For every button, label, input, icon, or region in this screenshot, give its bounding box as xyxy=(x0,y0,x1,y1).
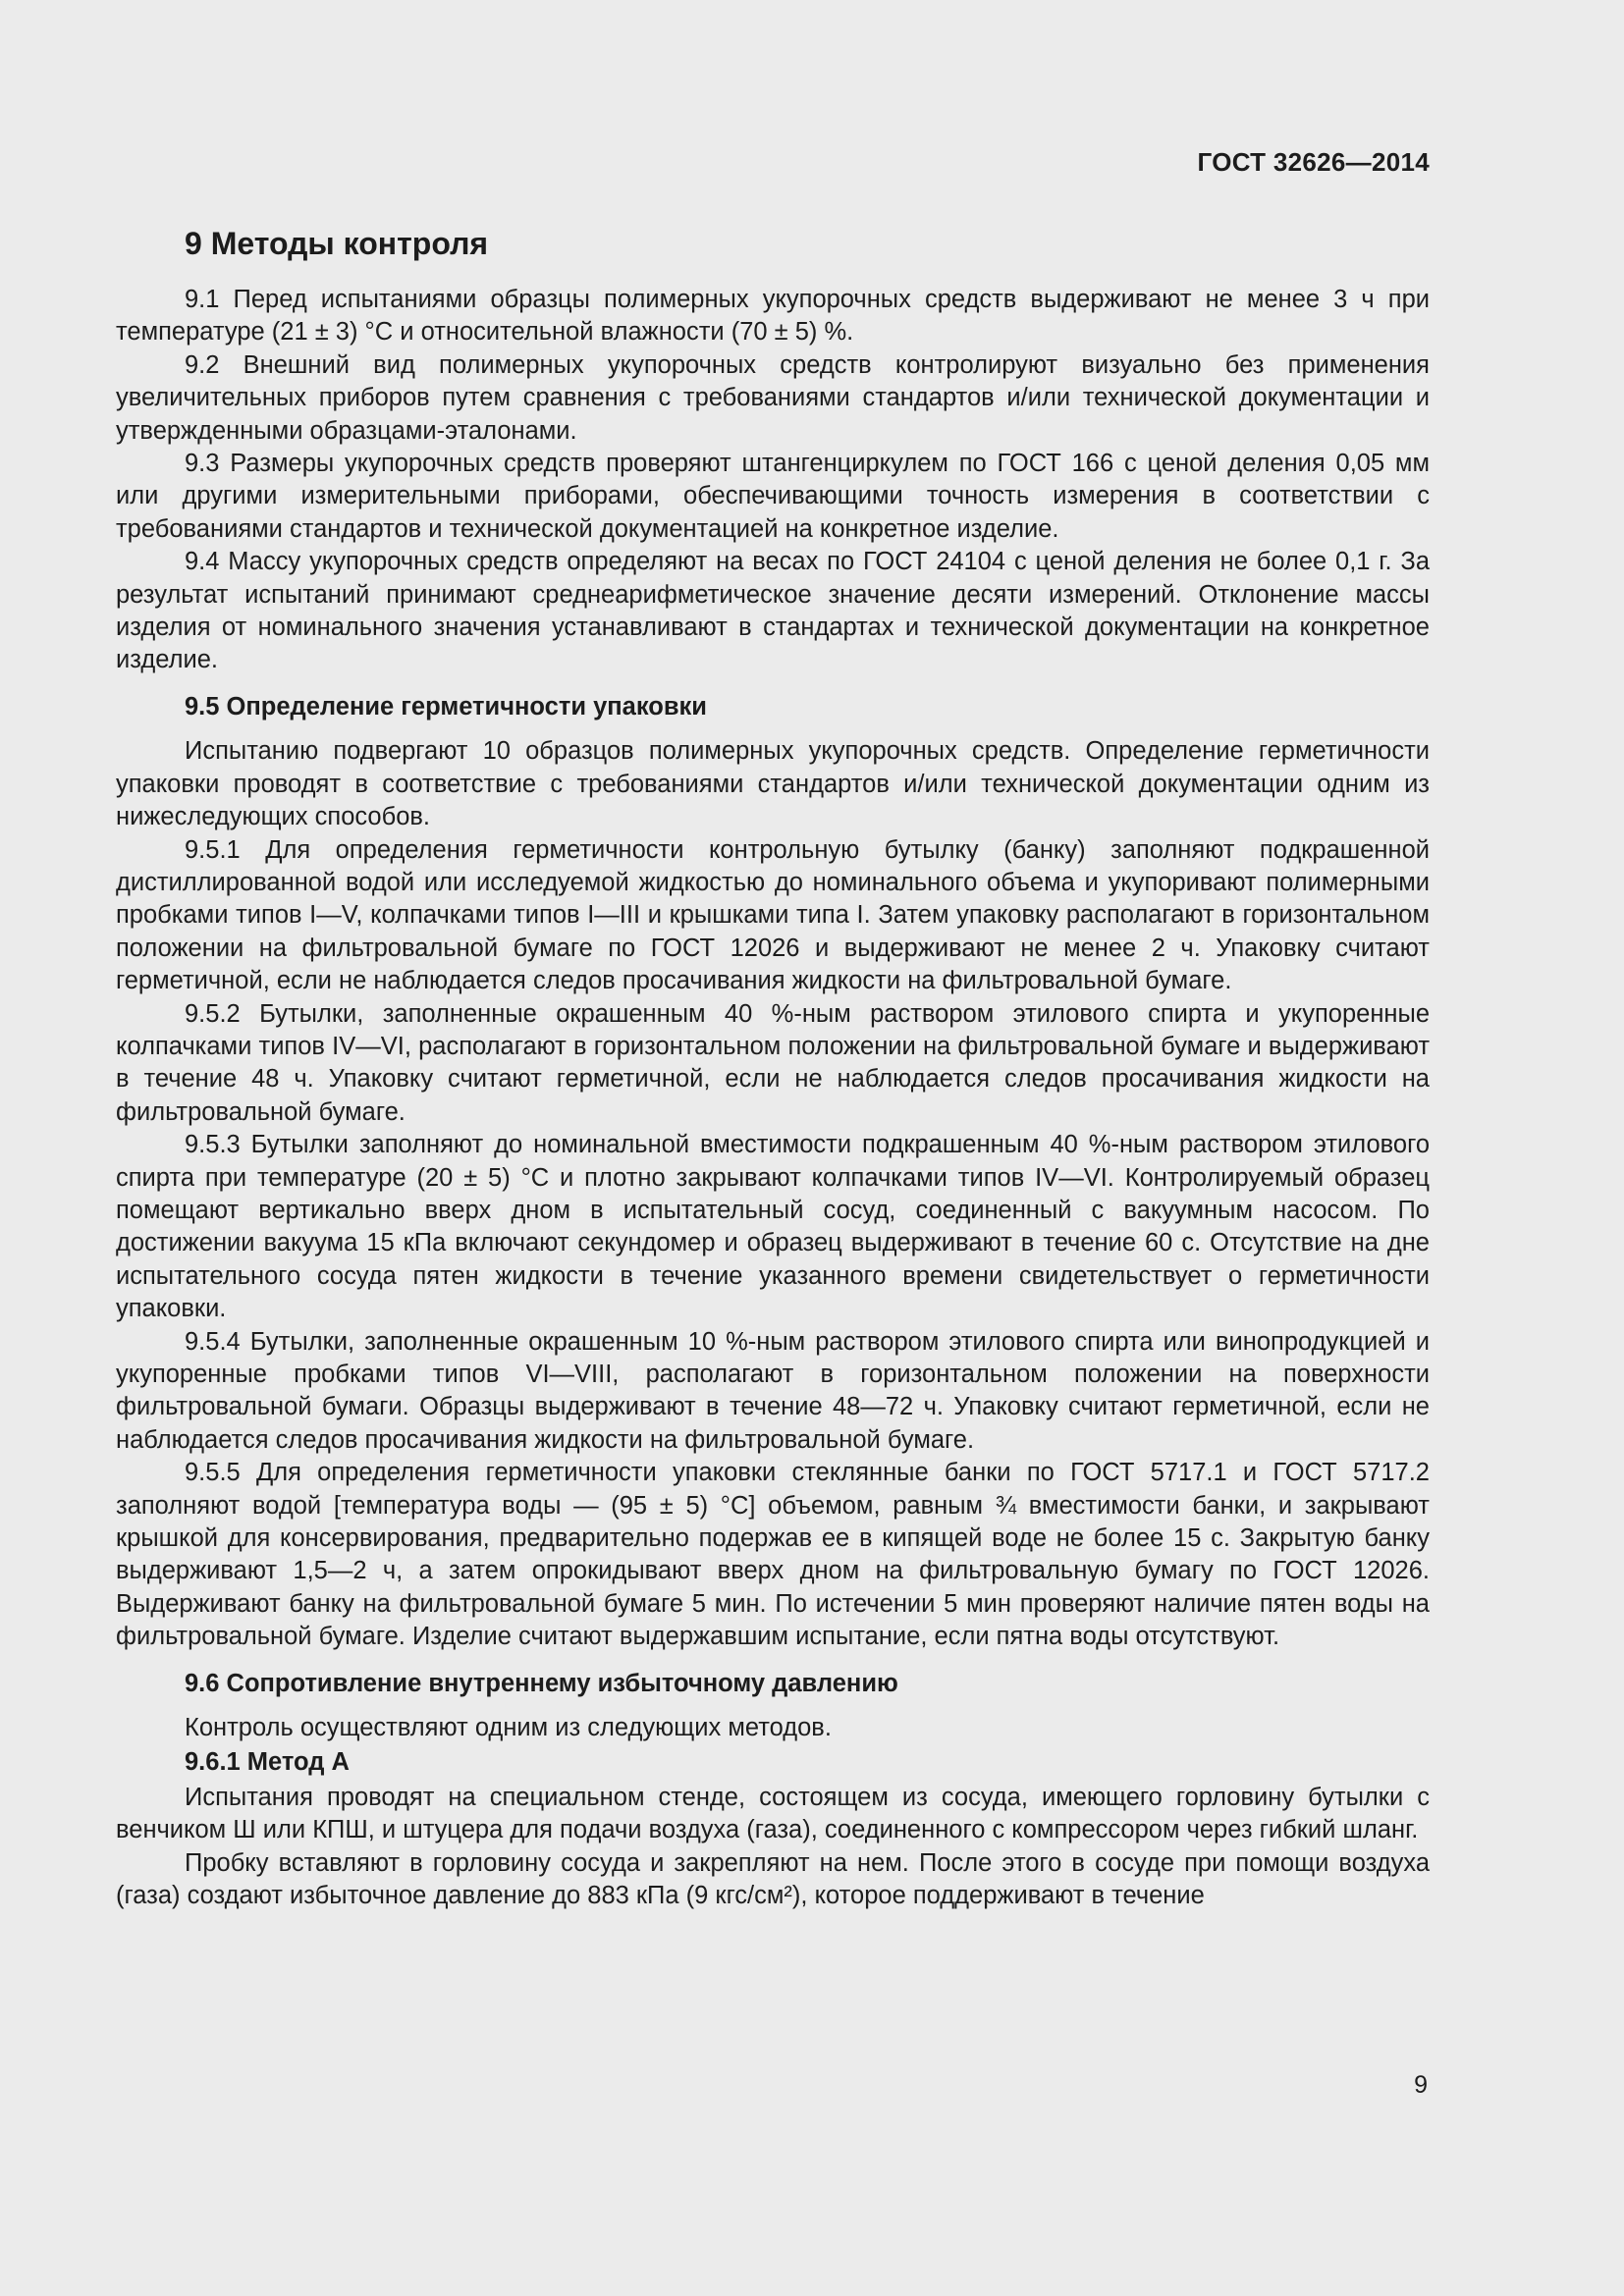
paragraph-9-6-1-a: Испытания проводят на специальном стенде, состоящем из сосуда, имеющего горловину бутылки с венчиком Ш или КПШ, и штуцера для подачи воздуха (газа), соединенного с компрессором через гибкий шланг. xyxy=(116,1783,1430,1844)
standard-designation: ГОСТ 32626—2014 xyxy=(1197,147,1430,177)
paragraph-9-5-4: 9.5.4 Бутылки, заполненные окрашенным 10 %-ным раствором этилового спирта или винопродукцией и укупоренные пробками типов VI—VIII, располагают в горизонтальном положении на поверхности фильтровальной бумаги. Образцы выдерживают в течение 48—72 ч. Упаковку считают герметичной, если не наблюдается следов просачивания жидкости на фильтровальной бумаге. xyxy=(116,1327,1430,1454)
paragraph-9-1: 9.1 Перед испытаниями образцы полимерных укупорочных средств выдерживают не менее 3 ч при температуре (21 ± 3) °С и относительной влажности (70 ± 5) %. xyxy=(116,286,1430,347)
page-content xyxy=(116,221,1430,1913)
subsection-title-9-5: 9.5 Определение герметичности упаковки xyxy=(185,692,707,721)
paragraph-9-6-1-b: Пробку вставляют в горловину сосуда и закрепляют на нем. После этого в сосуде при помощи воздуха (газа) создают избыточное давление до 883 кПа (9 кгс/см²), которое поддерживают в течение xyxy=(116,1848,1430,1910)
paragraph-9-5-1: 9.5.1 Для определения герметичности контрольную бутылку (банку) заполняют подкрашенной дистиллированной водой или исследуемой жидкостью до номинального объема и укупоривают полимерными пробками типов I—V, колпачками типов I—III и крышками типа I. Затем упаковку располагают в горизонтальном положении на фильтровальной бумаге по ГОСТ 12026 и выдерживают не менее 2 ч. Упаковку считают герметичной, если не наблюдается следов просачивания жидкости на фильтровальной бумаге. xyxy=(116,835,1430,995)
paragraph-9-5-2: 9.5.2 Бутылки, заполненные окрашенным 40 %-ным раствором этилового спирта и укупоренные колпачками типов IV—VI, располагают в горизонтальном положении на фильтровальной бумаге и выдерживают в течение 48 ч. Упаковку считают герметичной, если не наблюдается следов просачивания жидкости на фильтровальной бумаге. xyxy=(116,999,1430,1126)
subsection-title-9-6: 9.6 Сопротивление внутреннему избыточному давлению xyxy=(185,1669,898,1697)
paragraph-9-6-intro: Контроль осуществляют одним из следующих методов. xyxy=(185,1714,832,1742)
paragraph-9-3: 9.3 Размеры укупорочных средств проверяют штангенциркулем по ГОСТ 166 с ценой деления 0,05 мм или другими измерительными приборами, обеспечивающими точность измерения в соответствии с требованиями стандартов и технической документацией на конкретное изделие. xyxy=(116,450,1430,543)
paragraph-9-5-intro: Испытанию подвергают 10 образцов полимерных укупорочных средств. Определение герметичности упаковки проводят в соответствие с требованиями стандартов и/или технической документации одним из нижеследующих способов. xyxy=(116,737,1430,831)
paragraph-9-2: 9.2 Внешний вид полимерных укупорочных средств контролируют визуально без применения увеличительных приборов путем сравнения с требованиями стандартов и/или технической документации и утвержденными образцами-эталонами. xyxy=(116,350,1430,445)
paragraph-9-5-3: 9.5.3 Бутылки заполняют до номинальной вместимости подкрашенным 40 %-ным раствором этилового спирта при температуре (20 ± 5) °С и плотно закрывают колпачками типов IV—VI. Контролируемый образец помещают вертикально вверх дном в испытательный сосуд, соединенный с вакуумным насосом. По достижении вакуума 15 кПа включают секундомер и образец выдерживают в течение 60 с. Отсутствие на дне испытательного сосуда пятен жидкости в течение указанного времени свидетельствует о герметичности упаковки. xyxy=(116,1131,1430,1323)
paragraph-9-5-5: 9.5.5 Для определения герметичности упаковки стеклянные банки по ГОСТ 5717.1 и ГОСТ 5717.2 заполняют водой [температура воды — (95 ± 5) °С] объемом, равным ¾ вместимости банки, и закрывают крышкой для консервирования, предварительно подержав ее в кипящей воде не более 15 с. Закрытую банку выдерживают 1,5—2 ч, а затем опрокидывают вверх дном на фильтровальную бумагу по ГОСТ 12026. Выдерживают банку на фильтровальной бумаге 5 мин. По истечении 5 мин проверяют наличие пятен воды на фильтровальной бумаге. Изделие считают выдержавшим испытание, если пятна воды отсутствуют. xyxy=(116,1459,1430,1651)
paragraph-9-4: 9.4 Массу укупорочных средств определяют на весах по ГОСТ 24104 с ценой деления не более 0,1 г. За результат испытаний принимают среднеарифметическое значение десяти измерений. Отклонение массы изделия от номинального значения устанавливают в стандартах и технической документации на конкретное изделие. xyxy=(116,548,1430,674)
section-title: 9 Методы контроля xyxy=(185,226,489,261)
page-number: 9 xyxy=(1414,2071,1428,2099)
subsection-title-9-6-1: 9.6.1 Метод А xyxy=(185,1748,350,1777)
